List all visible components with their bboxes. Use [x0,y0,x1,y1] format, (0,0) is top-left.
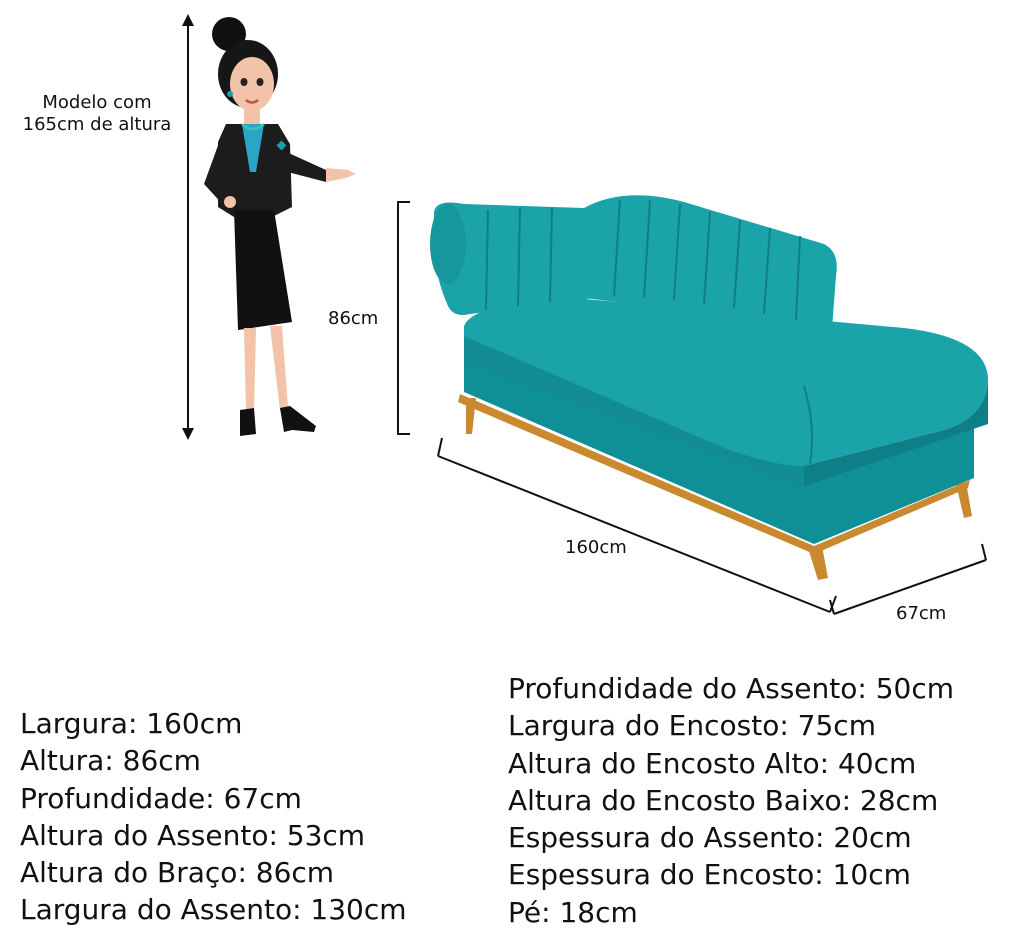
specs-right-list [508,670,954,931]
spec-item: Largura do Assento: 130cm [20,893,407,927]
model-label-line-1: Modelo com [42,92,152,113]
woman-model-illustration [196,12,366,442]
spec-item: Profundidade do Assento: 50cm [508,672,955,705]
spec-item: Largura: 160cm [20,707,243,740]
spec-item: Altura do Encosto Alto: 40cm [508,746,917,780]
height-bracket [392,200,416,438]
spec-item: Altura do Braço: 86cm [20,856,335,890]
width-dimension-label: 160cm [565,537,627,558]
model-height-arrow [178,14,198,440]
depth-dimension-label: 67cm [896,603,947,624]
specs-left-list [20,705,407,929]
spec-item: Altura do Assento: 53cm [20,818,366,852]
spec-item: Largura do Encosto: 75cm [508,709,876,743]
model-label-line-2: 165cm de altura [22,114,172,135]
spec-item: Pé: 18cm [508,895,638,929]
spec-item: Altura: 86cm [20,744,201,778]
spec-item: Profundidade: 67cm [20,781,302,815]
width-dimension-line [432,436,842,618]
spec-item: Espessura do Assento: 20cm [508,821,912,855]
height-dimension-label: 86cm [328,308,379,329]
spec-item: Espessura do Encosto: 10cm [508,858,911,892]
model-height-label [12,92,182,136]
spec-item: Altura do Encosto Baixo: 28cm [508,783,939,817]
